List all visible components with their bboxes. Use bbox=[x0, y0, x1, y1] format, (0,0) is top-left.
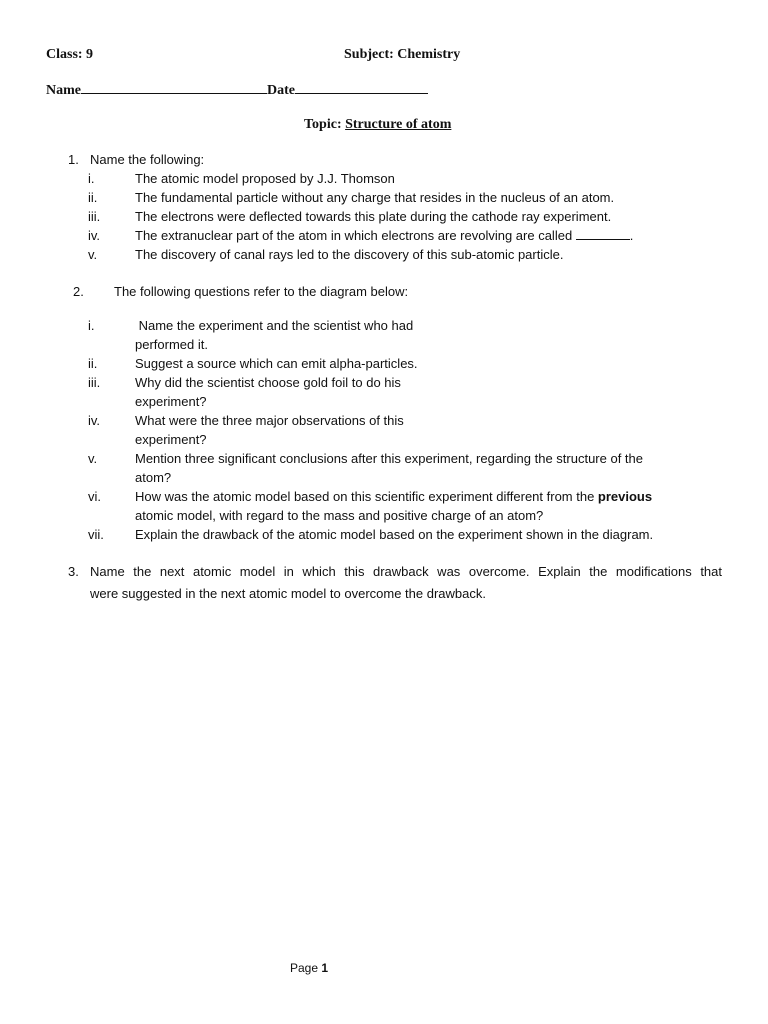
q1-item-text: The discovery of canal rays led to the discovery of this sub-atomic particle. bbox=[135, 247, 564, 262]
name-label: Name bbox=[46, 83, 81, 98]
q2-item-line2: atomic model, with regard to the mass and positive charge of an atom? bbox=[135, 508, 544, 523]
q1-item-text-with-blank bbox=[135, 226, 633, 245]
q2-item-number: ii. bbox=[88, 356, 98, 371]
answer-blank-line[interactable] bbox=[576, 228, 630, 240]
question-1-prompt: Name the following: bbox=[90, 152, 205, 167]
q1-item bbox=[0, 226, 768, 245]
topic-prefix: Topic: bbox=[304, 117, 342, 132]
q1-item-number: v. bbox=[88, 247, 98, 262]
q1-item-number: iv. bbox=[88, 228, 101, 243]
q2-item-number: v. bbox=[88, 451, 98, 466]
subject-label: Subject: Chemistry bbox=[344, 47, 461, 62]
q2-item bbox=[0, 525, 768, 544]
q2-item-number: i. bbox=[88, 318, 95, 333]
name-blank-line[interactable] bbox=[81, 81, 267, 94]
q1-item-suffix: . bbox=[629, 228, 634, 243]
q2-item-line2: atom? bbox=[135, 470, 172, 485]
q1-item bbox=[0, 207, 768, 226]
q1-item-text: The electrons were deflected towards this plate during the cathode ray experiment. bbox=[135, 209, 612, 224]
q2-item-line2: experiment? bbox=[135, 432, 207, 447]
q2-item-line1: Why did the scientist choose gold foil to do his bbox=[135, 375, 401, 390]
page-number: 1 bbox=[321, 961, 329, 975]
q2-item bbox=[0, 373, 768, 411]
q2-item-number: iv. bbox=[88, 413, 101, 428]
q1-item bbox=[0, 169, 768, 188]
q2-item bbox=[0, 411, 768, 449]
q2-item bbox=[0, 449, 768, 487]
q2-item-line1: Mention three significant conclusions after this experiment, regarding the structure of the bbox=[135, 451, 643, 466]
q2-item-number: vii. bbox=[88, 527, 104, 542]
q2-item bbox=[0, 354, 768, 373]
q1-item-number: i. bbox=[88, 171, 95, 186]
q1-item bbox=[0, 188, 768, 207]
page-footer bbox=[290, 961, 328, 975]
q1-item-text: The atomic model proposed by J.J. Thomson bbox=[135, 171, 395, 186]
q1-item-number: iii. bbox=[88, 209, 101, 224]
question-2-prompt: The following questions refer to the diagram below: bbox=[114, 284, 409, 299]
name-date-row bbox=[46, 81, 428, 99]
date-label: Date bbox=[267, 83, 295, 98]
question-3-line2: were suggested in the next atomic model to overcome the drawback. bbox=[90, 586, 486, 601]
q2-item-line1: Name the experiment and the scientist who had bbox=[135, 318, 414, 333]
q2-item-number: iii. bbox=[88, 375, 101, 390]
q1-item-number: ii. bbox=[88, 190, 98, 205]
q2-item-line1 bbox=[135, 487, 652, 506]
q2-item-line1: What were the three major observations of this bbox=[135, 413, 404, 428]
q2-item bbox=[0, 487, 768, 525]
topic-title: Structure of atom bbox=[345, 117, 452, 132]
q2-item-line1-text: How was the atomic model based on this scientific experiment different from the bbox=[135, 489, 598, 504]
topic-heading bbox=[304, 117, 451, 133]
q1-item bbox=[0, 245, 768, 264]
q2-item-number: vi. bbox=[88, 489, 101, 504]
question-1-number: 1. bbox=[68, 152, 79, 167]
q2-item-line1: Explain the drawback of the atomic model based on the experiment shown in the diagram. bbox=[135, 527, 654, 542]
q1-item-text: The fundamental particle without any charge that resides in the nucleus of an atom. bbox=[135, 190, 615, 205]
question-3-number: 3. bbox=[68, 564, 79, 579]
emphasis-previous: previous bbox=[597, 489, 653, 504]
q2-item-line2: experiment? bbox=[135, 394, 207, 409]
q2-item-line2: performed it. bbox=[135, 337, 208, 352]
date-blank-line[interactable] bbox=[295, 81, 428, 94]
q2-item-line1: Suggest a source which can emit alpha-particles. bbox=[135, 356, 418, 371]
q1-item-text: The extranuclear part of the atom in which electrons are revolving are called bbox=[135, 228, 573, 243]
q2-item bbox=[0, 316, 768, 354]
page-label: Page bbox=[290, 961, 319, 975]
class-label: Class: 9 bbox=[46, 47, 94, 62]
question-3-line1: Name the next atomic model in which this drawback was overcome. Explain the modifications that bbox=[90, 564, 722, 579]
question-2-number: 2. bbox=[73, 284, 84, 299]
